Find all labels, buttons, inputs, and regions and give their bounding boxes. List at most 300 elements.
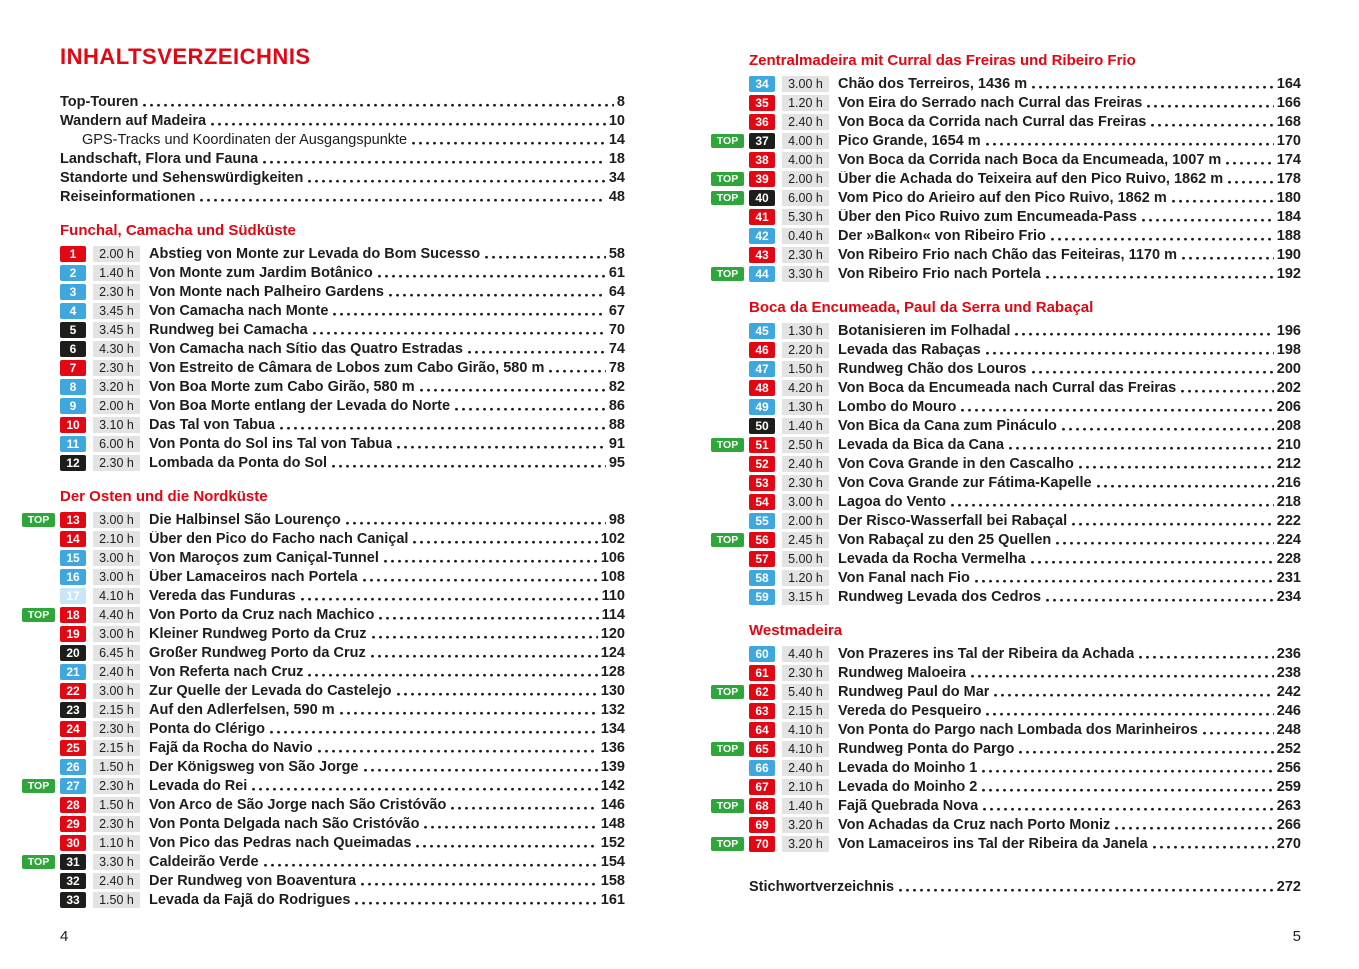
tour-title: Von Arco de São Jorge nach São Cristóvão	[149, 796, 447, 813]
dotted-leader	[420, 388, 606, 393]
tour-page: 158	[600, 872, 625, 889]
tour-duration: 1.50 h	[93, 759, 140, 775]
tour-duration: 3.00 h	[782, 76, 829, 92]
tour-duration: 1.50 h	[93, 892, 140, 908]
tour-number-badge: 70	[749, 836, 775, 852]
tour-duration: 5.00 h	[782, 551, 829, 567]
tour-number-badge: 53	[749, 475, 775, 491]
tour-row	[60, 719, 625, 738]
tour-page: 154	[600, 853, 625, 870]
tour-number-badge: 22	[60, 683, 86, 699]
tour-row	[60, 814, 625, 833]
tour-number-badge: 28	[60, 797, 86, 813]
page-number-right: 5	[1292, 928, 1301, 945]
tour-page: 216	[1276, 474, 1301, 491]
dotted-leader	[1181, 389, 1274, 394]
tour-page: 108	[600, 568, 625, 585]
tour-title: Von Estreito de Câmara de Lobos zum Cabo Girão, 580 m	[149, 359, 545, 376]
tour-title: Kleiner Rundweg Porto da Cruz	[149, 625, 367, 642]
back-matter-list	[749, 877, 1301, 896]
tour-duration: 3.15 h	[782, 589, 829, 605]
tour-row	[60, 339, 625, 358]
tour-row	[749, 397, 1301, 416]
dotted-leader	[485, 255, 606, 260]
tour-page: 178	[1276, 170, 1301, 187]
tour-duration: 6.00 h	[782, 190, 829, 206]
tour-title: Von Pico das Pedras nach Queimadas	[149, 834, 412, 851]
tour-page: 74	[608, 340, 625, 357]
tour-title: Von Boca da Corrida nach Boca da Encumeada, 1007 m	[838, 151, 1222, 168]
tour-title: Von Eira do Serrado nach Curral das Freiras	[838, 94, 1143, 111]
top-tour-badge: TOP	[711, 134, 744, 148]
tour-page: 222	[1276, 512, 1301, 529]
tour-number-badge: 15	[60, 550, 86, 566]
tour-title: Über Lamaceiros nach Portela	[149, 568, 358, 585]
toc-entry-label: Reiseinformationen	[60, 188, 196, 205]
tour-number-badge: 20	[60, 645, 86, 661]
tour-row	[749, 492, 1301, 511]
front-matter-list	[60, 92, 625, 206]
tour-title: Levada da Rocha Vermelha	[838, 550, 1026, 567]
tour-title: Von Monte zum Jardim Botânico	[149, 264, 373, 281]
tour-page: 196	[1276, 322, 1301, 339]
toc-entry-page: 10	[608, 112, 625, 129]
tour-number-badge: 54	[749, 494, 775, 510]
dotted-leader	[364, 768, 598, 773]
tour-number-badge: 5	[60, 322, 86, 338]
tour-page: 128	[600, 663, 625, 680]
dotted-leader	[975, 579, 1274, 584]
tour-duration: 3.20 h	[782, 817, 829, 833]
tour-title: Chão dos Terreiros, 1436 m	[838, 75, 1028, 92]
tour-page: 106	[600, 549, 625, 566]
tour-row	[716, 682, 1301, 701]
tour-number-badge: 30	[60, 835, 86, 851]
tour-title: Fajã Quebrada Nova	[838, 797, 979, 814]
dotted-leader	[397, 445, 606, 450]
tour-duration: 2.30 h	[93, 455, 140, 471]
tour-title: Von Prazeres ins Tal der Ribeira da Achada	[838, 645, 1135, 662]
tour-duration: 0.40 h	[782, 228, 829, 244]
tour-title: Caldeirão Verde	[149, 853, 259, 870]
tour-number-badge: 47	[749, 361, 775, 377]
tour-duration: 4.30 h	[93, 341, 140, 357]
top-tour-badge: TOP	[22, 779, 55, 793]
tour-duration: 4.40 h	[93, 607, 140, 623]
dotted-leader	[451, 806, 597, 811]
tour-number-badge: 68	[749, 798, 775, 814]
tour-page: 192	[1276, 265, 1301, 282]
tour-row	[749, 549, 1301, 568]
tour-row	[749, 74, 1301, 93]
tour-row	[60, 795, 625, 814]
tour-page: 270	[1276, 835, 1301, 852]
dotted-leader	[397, 692, 598, 697]
tour-row	[716, 739, 1301, 758]
dotted-leader	[1151, 123, 1273, 128]
toc-entry	[60, 168, 625, 187]
tour-row	[60, 833, 625, 852]
tour-row	[60, 890, 625, 909]
tour-duration: 5.30 h	[782, 209, 829, 225]
tour-row	[60, 396, 625, 415]
dotted-leader	[994, 693, 1273, 698]
tour-title: Über den Pico do Facho nach Caniçal	[149, 530, 409, 547]
tour-row	[60, 548, 625, 567]
tour-number-badge: 27	[60, 778, 86, 794]
tour-row	[60, 757, 625, 776]
dotted-leader	[332, 464, 606, 469]
tour-duration: 2.30 h	[782, 665, 829, 681]
dotted-leader	[211, 122, 606, 127]
tour-row	[60, 586, 625, 605]
tour-number-badge: 57	[749, 551, 775, 567]
dotted-leader	[468, 350, 606, 355]
top-tour-badge: TOP	[711, 438, 744, 452]
tour-title: Über den Pico Ruivo zum Encumeada-Pass	[838, 208, 1137, 225]
toc-section	[27, 488, 625, 909]
tour-duration: 2.50 h	[782, 437, 829, 453]
tour-number-badge: 6	[60, 341, 86, 357]
tour-page: 102	[600, 530, 625, 547]
tour-title: Von Maroços zum Caniçal-Tunnel	[149, 549, 379, 566]
tour-page: 82	[608, 378, 625, 395]
tour-row	[749, 150, 1301, 169]
dotted-leader	[378, 274, 606, 279]
tour-duration: 2.10 h	[782, 779, 829, 795]
tour-page: 228	[1276, 550, 1301, 567]
dotted-leader	[1115, 826, 1273, 831]
dotted-leader	[1097, 484, 1274, 489]
tour-title: Von Cova Grande zur Fátima-Kapelle	[838, 474, 1092, 491]
left-column	[27, 44, 625, 909]
tour-title: Von Cova Grande in den Cascalho	[838, 455, 1074, 472]
tour-title: Rundweg Paul do Mar	[838, 683, 990, 700]
tour-duration: 2.45 h	[782, 532, 829, 548]
tour-number-badge: 61	[749, 665, 775, 681]
tour-page: 210	[1276, 436, 1301, 453]
dotted-leader	[340, 711, 598, 716]
tour-title: Zur Quelle der Levada do Castelejo	[149, 682, 392, 699]
tour-page: 98	[608, 511, 625, 528]
tour-page: 188	[1276, 227, 1301, 244]
tour-number-badge: 67	[749, 779, 775, 795]
tour-title: Großer Rundweg Porto da Cruz	[149, 644, 366, 661]
toc-entry	[60, 111, 625, 130]
tour-duration: 2.40 h	[782, 114, 829, 130]
tour-row	[27, 776, 625, 795]
tour-duration: 2.40 h	[782, 760, 829, 776]
dotted-leader	[1147, 104, 1273, 109]
tour-duration: 1.30 h	[782, 399, 829, 415]
tour-title: Vereda do Pesqueiro	[838, 702, 982, 719]
toc-entry	[60, 130, 625, 149]
tour-page: 142	[600, 777, 625, 794]
tour-page: 224	[1276, 531, 1301, 548]
top-tour-badge: TOP	[22, 855, 55, 869]
tour-page: 248	[1276, 721, 1301, 738]
section-heading: Zentralmadeira mit Curral das Freiras und Ribeiro Frio	[749, 52, 1136, 69]
tour-page: 61	[608, 264, 625, 281]
tour-title: Ponta do Clérigo	[149, 720, 265, 737]
tour-row	[749, 359, 1301, 378]
tour-page: 134	[600, 720, 625, 737]
tour-number-badge: 2	[60, 265, 86, 281]
tour-title: Rundweg Chão dos Louros	[838, 360, 1027, 377]
tour-title: Von Ponta do Sol ins Tal von Tabua	[149, 435, 393, 452]
right-sections	[716, 52, 1301, 853]
tour-duration: 5.40 h	[782, 684, 829, 700]
tour-number-badge: 58	[749, 570, 775, 586]
toc-entry-page: 48	[608, 188, 625, 205]
tour-title: Von Referta nach Cruz	[149, 663, 304, 680]
tour-title: Der Risco-Wasserfall bei Rabaçal	[838, 512, 1068, 529]
tour-number-badge: 8	[60, 379, 86, 395]
tour-duration: 4.00 h	[782, 152, 829, 168]
tour-title: Der Königsweg von São Jorge	[149, 758, 359, 775]
dotted-leader	[899, 888, 1274, 893]
tour-title: Fajã da Rocha do Navio	[149, 739, 313, 756]
tour-page: 110	[601, 587, 625, 604]
tour-number-badge: 64	[749, 722, 775, 738]
tour-title: Über die Achada do Teixeira auf den Pico Ruivo, 1862 m	[838, 170, 1224, 187]
tour-duration: 2.30 h	[93, 721, 140, 737]
tour-row	[716, 169, 1301, 188]
dotted-leader	[301, 597, 599, 602]
tour-row	[749, 568, 1301, 587]
tour-duration: 2.00 h	[782, 513, 829, 529]
tour-duration: 2.40 h	[93, 873, 140, 889]
tour-duration: 3.00 h	[93, 569, 140, 585]
tour-row	[60, 301, 625, 320]
tour-duration: 3.00 h	[93, 512, 140, 528]
tour-title: Von Porto da Cruz nach Machico	[149, 606, 375, 623]
tour-page: 202	[1276, 379, 1301, 396]
dotted-leader	[1142, 218, 1274, 223]
dotted-leader	[1079, 465, 1274, 470]
tour-row	[60, 871, 625, 890]
tour-row	[749, 701, 1301, 720]
tour-duration: 2.30 h	[782, 247, 829, 263]
tour-page: 64	[608, 283, 625, 300]
section-heading: Funchal, Camacha und Südküste	[60, 222, 296, 239]
tour-title: Rundweg Ponta do Pargo	[838, 740, 1015, 757]
tour-title: Botanisieren im Folhadal	[838, 322, 1011, 339]
toc-entry-page: 272	[1276, 878, 1301, 895]
top-tour-badge: TOP	[22, 608, 55, 622]
tour-number-badge: 62	[749, 684, 775, 700]
tour-number-badge: 66	[749, 760, 775, 776]
tour-row	[749, 245, 1301, 264]
tour-page: 206	[1276, 398, 1301, 415]
tour-duration: 4.20 h	[782, 380, 829, 396]
tour-page: 170	[1276, 132, 1301, 149]
tour-duration: 3.00 h	[93, 683, 140, 699]
tour-number-badge: 4	[60, 303, 86, 319]
tour-number-badge: 16	[60, 569, 86, 585]
left-sections	[27, 222, 625, 909]
tour-number-badge: 52	[749, 456, 775, 472]
tour-duration: 4.10 h	[782, 741, 829, 757]
tour-row	[27, 510, 625, 529]
tour-duration: 3.45 h	[93, 322, 140, 338]
dotted-leader	[1046, 275, 1274, 280]
tour-title: Von Boca da Corrida nach Curral das Freiras	[838, 113, 1147, 130]
tour-duration: 6.00 h	[93, 436, 140, 452]
tour-page: 256	[1276, 759, 1301, 776]
tour-row	[749, 93, 1301, 112]
tour-number-badge: 37	[749, 133, 775, 149]
tour-number-badge: 1	[60, 246, 86, 262]
tour-number-badge: 35	[749, 95, 775, 111]
toc-entry-label: Stichwortverzeichnis	[749, 878, 895, 895]
toc-entry-label: Standorte und Sehenswürdigkeiten	[60, 169, 304, 186]
tour-number-badge: 65	[749, 741, 775, 757]
tour-page: 218	[1276, 493, 1301, 510]
tour-page: 132	[600, 701, 625, 718]
dotted-leader	[313, 331, 606, 336]
tour-title: Von Boa Morte entlang der Levada do Norte	[149, 397, 451, 414]
tour-duration: 1.10 h	[93, 835, 140, 851]
tour-duration: 2.15 h	[93, 740, 140, 756]
tour-row	[60, 244, 625, 263]
tour-title: Rundweg bei Camacha	[149, 321, 308, 338]
tour-row	[749, 226, 1301, 245]
dotted-leader	[1072, 522, 1274, 527]
section-heading: Boca da Encumeada, Paul da Serra und Rabaçal	[749, 299, 1094, 316]
tour-page: 164	[1276, 75, 1301, 92]
tour-number-badge: 56	[749, 532, 775, 548]
section-heading: Der Osten und die Nordküste	[60, 488, 268, 505]
tour-row	[60, 529, 625, 548]
tour-row	[60, 434, 625, 453]
toc-entry-page: 8	[616, 93, 625, 110]
toc-entry	[60, 149, 625, 168]
tour-page: 139	[600, 758, 625, 775]
tour-row	[60, 453, 625, 472]
dotted-leader	[986, 712, 1273, 717]
dotted-leader	[1172, 199, 1274, 204]
tour-number-badge: 40	[749, 190, 775, 206]
tour-page: 174	[1276, 151, 1301, 168]
tour-title: Von Boa Morte zum Cabo Girão, 580 m	[149, 378, 415, 395]
tour-duration: 1.30 h	[782, 323, 829, 339]
dotted-leader	[270, 730, 598, 735]
dotted-leader	[1226, 161, 1273, 166]
dotted-leader	[318, 749, 598, 754]
tour-page: 120	[600, 625, 625, 642]
tour-title: Von Ribeiro Frio nach Portela	[838, 265, 1041, 282]
top-tour-badge: TOP	[711, 191, 744, 205]
toc-entry	[60, 92, 625, 111]
tour-number-badge: 36	[749, 114, 775, 130]
tour-duration: 3.00 h	[782, 494, 829, 510]
tour-number-badge: 24	[60, 721, 86, 737]
tour-row	[60, 358, 625, 377]
dotted-leader	[424, 825, 597, 830]
tour-duration: 2.30 h	[782, 475, 829, 491]
tour-row	[749, 321, 1301, 340]
tour-number-badge: 10	[60, 417, 86, 433]
dotted-leader	[971, 674, 1274, 679]
tour-title: Vom Pico do Arieiro auf den Pico Ruivo, 1862 m	[838, 189, 1167, 206]
tour-title: Lombada da Ponta do Sol	[149, 454, 328, 471]
tour-page: 246	[1276, 702, 1301, 719]
tour-row	[60, 415, 625, 434]
dotted-leader	[986, 351, 1274, 356]
tour-number-badge: 19	[60, 626, 86, 642]
tour-duration: 3.30 h	[782, 266, 829, 282]
tour-title: Levada do Moinho 1	[838, 759, 978, 776]
dotted-leader	[1019, 750, 1273, 755]
tour-row	[749, 511, 1301, 530]
top-tour-badge: TOP	[711, 742, 744, 756]
top-tour-badge: TOP	[22, 513, 55, 527]
tour-page: 161	[600, 891, 625, 908]
tour-number-badge: 39	[749, 171, 775, 187]
tour-page: 124	[600, 644, 625, 661]
tour-page: 168	[1276, 113, 1301, 130]
dotted-leader	[986, 142, 1274, 147]
tour-title: Rundweg Levada dos Cedros	[838, 588, 1042, 605]
tour-title: Von Lamaceiros ins Tal der Ribeira da Janela	[838, 835, 1148, 852]
top-tour-badge: TOP	[711, 267, 744, 281]
dotted-leader	[1032, 370, 1274, 375]
tour-page: 259	[1276, 778, 1301, 795]
dotted-leader	[961, 408, 1273, 413]
tour-duration: 4.10 h	[93, 588, 140, 604]
tour-number-badge: 45	[749, 323, 775, 339]
tour-number-badge: 29	[60, 816, 86, 832]
tour-page: 95	[608, 454, 625, 471]
tour-number-badge: 55	[749, 513, 775, 529]
tour-title: Von Camacha nach Monte	[149, 302, 329, 319]
tour-row	[27, 852, 625, 871]
dotted-leader	[361, 882, 598, 887]
tour-row	[60, 738, 625, 757]
tour-row	[749, 720, 1301, 739]
tour-row	[27, 605, 625, 624]
dotted-leader	[1009, 446, 1274, 451]
dotted-leader	[1015, 332, 1273, 337]
tour-page: 146	[600, 796, 625, 813]
tour-number-badge: 63	[749, 703, 775, 719]
dotted-leader	[252, 787, 597, 792]
toc-entry-page: 34	[608, 169, 625, 186]
dotted-leader	[982, 769, 1273, 774]
toc-entry-label: Landschaft, Flora und Fauna	[60, 150, 259, 167]
tour-duration: 2.10 h	[93, 531, 140, 547]
tour-number-badge: 69	[749, 817, 775, 833]
top-tour-badge: TOP	[711, 533, 744, 547]
tour-number-badge: 31	[60, 854, 86, 870]
top-tour-badge: TOP	[711, 172, 744, 186]
tour-duration: 1.50 h	[782, 361, 829, 377]
tour-number-badge: 21	[60, 664, 86, 680]
tour-title: Von Ribeiro Frio nach Chão das Feiteiras, 1170 m	[838, 246, 1177, 263]
tour-row	[60, 643, 625, 662]
right-column	[716, 44, 1301, 909]
top-tour-badge: TOP	[711, 799, 744, 813]
tour-row	[749, 777, 1301, 796]
tour-duration: 2.40 h	[782, 456, 829, 472]
toc-entry-label: Wandern auf Madeira	[60, 112, 207, 129]
tour-row	[749, 340, 1301, 359]
tour-title: Von Camacha nach Sítio das Quatro Estradas	[149, 340, 463, 357]
tour-number-badge: 44	[749, 266, 775, 282]
tour-row	[716, 188, 1301, 207]
tour-duration: 2.40 h	[93, 664, 140, 680]
